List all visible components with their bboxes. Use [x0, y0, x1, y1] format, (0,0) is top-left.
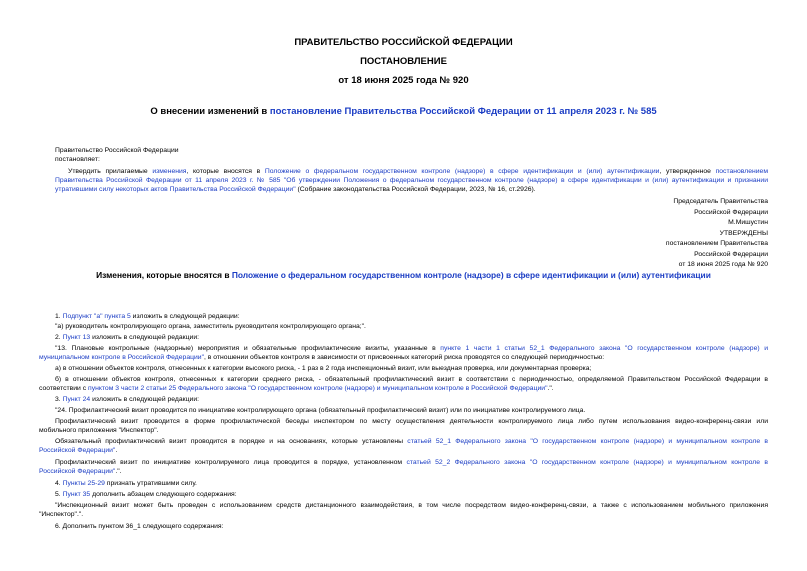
item-3-quote-2-line-2: мобильного приложения "Инспектор". — [39, 427, 159, 434]
text: Обязательный профилактический визит проводится в порядке и на основаниях, которые установлены — [55, 438, 408, 445]
signature-line: Российской Федерации — [694, 251, 768, 258]
text: 3. — [55, 396, 63, 403]
text: Утвердить прилагаемые — [68, 168, 153, 175]
text: Профилактический визит по инициативе контролируемого лица проводится в порядке, установленном — [55, 459, 407, 466]
text: (Собрание законодательства Российской Федерации, 2023, № 16, ст.2926). — [295, 186, 536, 193]
item-2-a: а) в отношении объектов контроля, отнесенных к категории высокого риска, - 1 раз в 2 года инспекционный визит, или выездная проверка, или документарная проверка; — [55, 365, 592, 372]
item-2-b-line-1: б) в отношении объектов контроля, отнесенных к категории среднего риска, - обязательный профилактический визит в соответствии с периодичностью, определяемой Правительством Российской Федерации в — [55, 376, 768, 383]
text: . — [115, 447, 118, 454]
resolution-paragraph-line-1 — [68, 168, 768, 177]
item-5-quote-line-1: "Инспекционный визит может быть проведен с использованием средств дистанционного взаимодействия, в том числе посредством видео-конференц-связи, а также с использованием мобильного приложения — [55, 502, 768, 509]
signature-line: УТВЕРЖДЕНЫ — [719, 230, 768, 237]
regulation-link[interactable]: Положение о федеральном государственном контроле (надзоре) в сфере идентификации и (или) аутентификации — [264, 168, 660, 175]
resolution-link-end[interactable]: утратившими силу некоторых актов Правительства Российской Федерации" — [55, 186, 296, 193]
text: изложить в следующей редакции: — [90, 396, 200, 403]
item-1-link[interactable]: Подпункт "а" пункта 5 — [62, 313, 131, 320]
item-1-quote: "а) руководитель контролирующего органа, заместитель руководителя контролирующего органа;". — [55, 323, 366, 330]
text: , в отношении объектов контроля в зависимости от присвоенных категорий риска проводятся со следующей периодичностью: — [204, 354, 605, 361]
text: 1. — [55, 313, 63, 320]
text: соответствии с — [39, 385, 89, 392]
title-text: О внесении изменений в — [150, 106, 270, 117]
item-2-quote-line-2 — [39, 354, 768, 363]
item-2 — [55, 334, 199, 343]
item-4-link[interactable]: Пункты 25-29 — [62, 480, 105, 487]
government-heading: ПРАВИТЕЛЬСТВО РОССИЙСКОЙ ФЕДЕРАЦИИ — [294, 37, 513, 48]
text: .". — [547, 385, 554, 392]
item-4 — [55, 480, 197, 489]
changes-link[interactable]: изменения — [152, 168, 187, 175]
item-3-link[interactable]: Пункт 24 — [62, 396, 91, 403]
resolution-link[interactable]: постановлением — [715, 168, 769, 175]
preamble-line-2: постановляет: — [55, 156, 100, 163]
text: .". — [115, 468, 122, 475]
text: 2. — [55, 334, 63, 341]
document-date-number: от 18 июня 2025 года № 920 — [338, 75, 469, 86]
text: , утвержденное — [659, 168, 716, 175]
title-link[interactable]: постановление Правительства Российской Федерации от 11 апреля 2023 г. № 585 — [269, 106, 657, 117]
article-52-2-link[interactable]: статьей 52_2 Федерального закона "О государственном контроле (надзоре) и муниципальном контроле в — [406, 459, 769, 466]
signature-line: постановлением Правительства — [665, 240, 768, 247]
item-3-quote-4-line-2 — [39, 468, 122, 477]
law-link[interactable]: пункте 1 части 1 статьи 52_1 Федерального закона "О государственном контроле (надзоре) и — [440, 345, 768, 352]
item-5-link[interactable]: Пункт 35 — [62, 491, 91, 498]
text: изложить в следующей редакции: — [90, 334, 200, 341]
item-5-quote-line-2: "Инспектор".". — [39, 511, 84, 518]
item-2-quote-line-1 — [55, 345, 768, 354]
item-3 — [55, 396, 199, 405]
item-3-quote-4-line-1 — [55, 459, 768, 468]
law-link-end[interactable]: муниципальном контроле в Российской Федерации" — [39, 354, 205, 361]
changes-title-link[interactable]: Положение о федеральном государственном контроле (надзоре) в сфере идентификации и (или) аутентификации — [231, 270, 711, 280]
item-5 — [55, 491, 237, 500]
item-3-quote-1: "24. Профилактический визит проводится по инициативе контролирующего органа (обязательный профилактический визит) или по инициативе контролируемого лица. — [55, 407, 586, 414]
law-article-link[interactable]: пунктом 3 части 2 статьи 25 Федерального закона "О государственном контроле (надзоре) и муниципальном контроле в Российской Федерации" — [88, 385, 548, 392]
document-title — [0, 106, 807, 117]
article-52-1-link-end[interactable]: Российской Федерации" — [39, 447, 116, 454]
text: изложить в следующей редакции: — [130, 313, 240, 320]
preamble-line-1: Правительство Российской Федерации — [55, 147, 179, 154]
text: , которые вносятся в — [186, 168, 265, 175]
text: дополнить абзацем следующего содержания: — [90, 491, 237, 498]
signature-line: М.Мишустин — [728, 219, 768, 226]
changes-title — [0, 270, 807, 280]
text: 4. — [55, 480, 63, 487]
signature-line: от 18 июня 2025 года № 920 — [678, 261, 768, 268]
text: Изменения, которые вносятся в — [96, 270, 232, 280]
text: признать утратившими силу. — [104, 480, 197, 487]
text: "13. Плановые контрольные (надзорные) мероприятия и обязательные профилактические визиты, указанные в — [55, 345, 441, 352]
resolution-paragraph-line-3 — [55, 186, 768, 195]
article-52-2-link-end[interactable]: Российской Федерации" — [39, 468, 116, 475]
text: 5. — [55, 491, 63, 498]
item-2-b-line-2 — [39, 385, 554, 394]
signature-line: Российской Федерации — [694, 209, 768, 216]
article-52-1-link[interactable]: статьей 52_1 Федерального закона "О государственном контроле (надзоре) и муниципальном контроле в — [407, 438, 768, 445]
item-6: 6. Дополнить пунктом 36_1 следующего содержания: — [55, 523, 224, 530]
item-3-quote-2-line-1: Профилактический визит проводится в форме профилактической беседы инспектором по месту осуществления деятельности контролируемого лица либо путем использования видео-конференц-связи или — [55, 418, 768, 425]
item-3-quote-3-line-2 — [39, 447, 117, 456]
document-type: ПОСТАНОВЛЕНИЕ — [360, 56, 447, 67]
item-1 — [55, 313, 240, 322]
item-3-quote-3-line-1 — [55, 438, 768, 447]
resolution-paragraph-line-2[interactable]: Правительства Российской Федерации от 11 апреля 2023 г. № 585 "Об утверждении Положения о федеральном государственном контроле (надзоре) в сфере идентификации и (или) аутентификации и признании — [55, 177, 768, 184]
item-2-link[interactable]: Пункт 13 — [62, 334, 91, 341]
signature-line: Председатель Правительства — [673, 198, 768, 205]
